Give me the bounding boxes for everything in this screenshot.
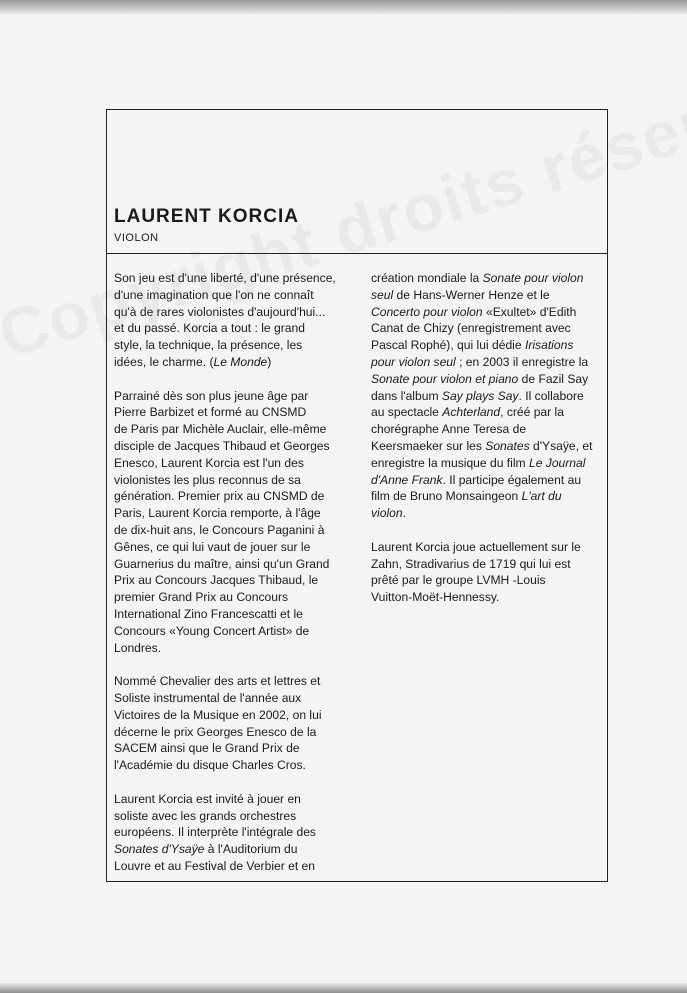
- scan-top-edge: [0, 0, 687, 14]
- text-run: prêté par le groupe LVMH -Louis: [371, 573, 546, 588]
- text-line: [114, 623, 354, 640]
- text-run: style, la technique, la présence, les: [114, 338, 303, 353]
- text-run: Londres.: [114, 640, 162, 655]
- text-run: Son jeu est d'une liberté, d'une présence,: [114, 271, 336, 285]
- text-run: Victoires de la Musique en 2002, on lui: [114, 707, 322, 722]
- text-line: [114, 522, 354, 539]
- text-run: ; en 2003 il enregistre la: [455, 354, 589, 369]
- text-run: .: [402, 506, 406, 521]
- text-run: et du passé. Korcia a tout : le grand: [114, 321, 305, 336]
- italic-title: violon: [371, 506, 403, 521]
- text-run: Laurent Korcia joue actuellement sur le: [371, 539, 581, 554]
- text-run: . Il collabore: [518, 388, 584, 403]
- text-run: disciple de Jacques Thibaud et Georges: [114, 438, 330, 453]
- text-run: de dix-huit ans, le Concours Paganini à: [114, 522, 325, 537]
- text-line: [371, 404, 611, 421]
- text-run: Pierre Barbizet et formé au CNSMD: [114, 405, 307, 420]
- text-run: International Zino Francescatti et le: [114, 606, 303, 621]
- text-run: décerne le prix Georges Enesco de la: [114, 724, 317, 739]
- text-line: [114, 740, 354, 757]
- text-run: soliste avec les grands orchestres: [114, 808, 297, 823]
- text-line: [114, 539, 354, 556]
- text-line: [114, 572, 354, 589]
- text-line: [371, 388, 611, 405]
- text-line: [371, 472, 611, 489]
- bio-paragraph: [371, 270, 611, 522]
- text-line: [371, 589, 611, 606]
- text-run: Vuitton-Moët-Hennessy.: [371, 590, 500, 605]
- text-run: Zahn, Stradivarius de 1719 qui lui est: [371, 556, 571, 571]
- text-run: Concours «Young Concert Artist» de: [114, 623, 310, 638]
- text-run: Gênes, ce qui lui vaut de jouer sur le: [114, 539, 311, 554]
- text-line: [114, 556, 354, 573]
- text-line: [371, 488, 611, 505]
- text-line: [114, 606, 354, 623]
- text-line: [114, 472, 354, 489]
- bio-paragraph: [114, 270, 354, 371]
- text-run: d'Ysaÿe, et: [529, 438, 593, 453]
- text-line: [114, 589, 354, 606]
- italic-title: Le Journal: [528, 455, 586, 470]
- text-run: Laurent Korcia est invité à jouer en: [114, 791, 301, 806]
- text-run: qu'à de rares violonistes d'aujourd'hui...: [114, 304, 326, 319]
- bio-paragraph: [371, 539, 611, 606]
- italic-title: Say plays Say: [441, 388, 519, 403]
- text-run: création mondiale la: [371, 271, 483, 285]
- artist-name: LAURENT KORCIA: [114, 206, 299, 227]
- italic-title: Sonate pour violon: [482, 271, 584, 285]
- text-line: [114, 791, 354, 808]
- text-run: «Exultet» d'Edith: [482, 304, 577, 319]
- text-run: Louvre et au Festival de Verbier et en: [114, 858, 316, 873]
- text-line: [371, 438, 611, 455]
- bio-paragraph: [114, 673, 354, 774]
- text-run: chorégraphe Anne Teresa de: [371, 422, 527, 437]
- italic-title: d'Anne Frank: [371, 472, 443, 487]
- text-run: violonistes les plus reconnus de sa: [114, 472, 301, 487]
- text-run: Pascal Rophé), qui lui dédie: [371, 338, 525, 353]
- text-line: [114, 388, 354, 405]
- text-run: enregistre la musique du film: [371, 455, 529, 470]
- text-run: Nommé Chevalier des arts et lettres et: [114, 674, 321, 689]
- text-run: génération. Premier prix au CNSMD de: [114, 489, 325, 504]
- italic-title: Irisations: [524, 338, 574, 353]
- text-run: premier Grand Prix au Concours: [114, 590, 289, 605]
- text-line: [114, 690, 354, 707]
- italic-title: L'art du: [521, 489, 562, 504]
- text-line: [114, 404, 354, 421]
- text-line: [371, 455, 611, 472]
- text-run: Parrainé dès son plus jeune âge par: [114, 388, 309, 403]
- italic-title: seul: [371, 287, 394, 302]
- text-line: [114, 824, 354, 841]
- text-line: [114, 505, 354, 522]
- text-line: [371, 371, 611, 388]
- text-run: l'Académie du disque Charles Cros.: [114, 758, 306, 773]
- text-line: [114, 808, 354, 825]
- text-line: [371, 354, 611, 371]
- text-line: [371, 287, 611, 304]
- text-run: Paris, Laurent Korcia remporte, à l'âge: [114, 506, 321, 521]
- text-run: européens. Il interprète l'intégrale des: [114, 825, 316, 840]
- italic-title: Concerto pour violon: [371, 304, 483, 319]
- italic-title: Sonates: [485, 438, 530, 453]
- italic-title: Achterland: [442, 405, 501, 420]
- text-run: SACEM ainsi que le Grand Prix de: [114, 741, 300, 756]
- text-run: Guarnerius du maître, ainsi qu'un Grand: [114, 556, 330, 571]
- text-line: [114, 640, 354, 657]
- text-run: Soliste instrumental de l'année aux: [114, 690, 302, 705]
- artist-instrument: VIOLON: [114, 232, 159, 244]
- text-line: [114, 455, 354, 472]
- text-run: , créé par la: [500, 405, 564, 420]
- scan-bottom-edge: [0, 983, 687, 993]
- text-line: [371, 572, 611, 589]
- text-line: [114, 354, 354, 371]
- text-line: [371, 505, 611, 522]
- text-run: Canat de Chizy (enregistrement avec: [371, 321, 571, 336]
- bio-left-column: [114, 270, 354, 891]
- bio-paragraph: [114, 791, 354, 875]
- text-run: de Hans-Werner Henze et le: [393, 287, 550, 302]
- text-run: de Paris par Michèle Auclair, elle-même: [114, 422, 327, 437]
- text-run: Enesco, Laurent Korcia est l'un des: [114, 455, 304, 470]
- bio-frame: [106, 109, 608, 882]
- text-line: [114, 320, 354, 337]
- text-run: d'une imagination que l'on ne connaît: [114, 287, 314, 302]
- text-line: [114, 337, 354, 354]
- text-run: de Fazil Say: [518, 371, 589, 386]
- bio-header: [107, 110, 607, 254]
- text-run: film de Bruno Monsaingeon: [371, 489, 522, 504]
- text-run: . Il participe également au: [442, 472, 582, 487]
- text-line: [371, 270, 611, 287]
- text-line: [114, 707, 354, 724]
- text-line: [114, 287, 354, 304]
- text-run: ): [267, 354, 272, 369]
- text-line: [114, 488, 354, 505]
- text-line: [114, 270, 354, 287]
- text-run: idées, le charme. (: [114, 354, 214, 369]
- italic-title: Sonate pour violon et piano: [371, 371, 519, 386]
- bio-paragraph: [114, 388, 354, 657]
- text-line: [114, 757, 354, 774]
- text-run: Keersmaeker sur les: [371, 438, 486, 453]
- text-line: [371, 556, 611, 573]
- text-line: [371, 320, 611, 337]
- text-line: [114, 858, 354, 875]
- text-run: à l'Auditorium du: [204, 842, 298, 857]
- text-line: [114, 421, 354, 438]
- text-run: au spectacle: [371, 405, 443, 420]
- text-line: [114, 438, 354, 455]
- text-line: [114, 841, 354, 858]
- italic-title: pour violon seul: [371, 354, 456, 369]
- text-line: [114, 304, 354, 321]
- text-run: Prix au Concours Jacques Thibaud, le: [114, 573, 319, 588]
- text-line: [371, 337, 611, 354]
- bio-right-column: [371, 270, 611, 623]
- text-line: [371, 304, 611, 321]
- text-line: [114, 724, 354, 741]
- italic-title: Le Monde: [213, 354, 268, 369]
- text-line: [114, 673, 354, 690]
- text-line: [371, 539, 611, 556]
- text-run: dans l'album: [371, 388, 442, 403]
- text-line: [371, 421, 611, 438]
- italic-title: Sonates d'Ysaÿe: [114, 842, 205, 857]
